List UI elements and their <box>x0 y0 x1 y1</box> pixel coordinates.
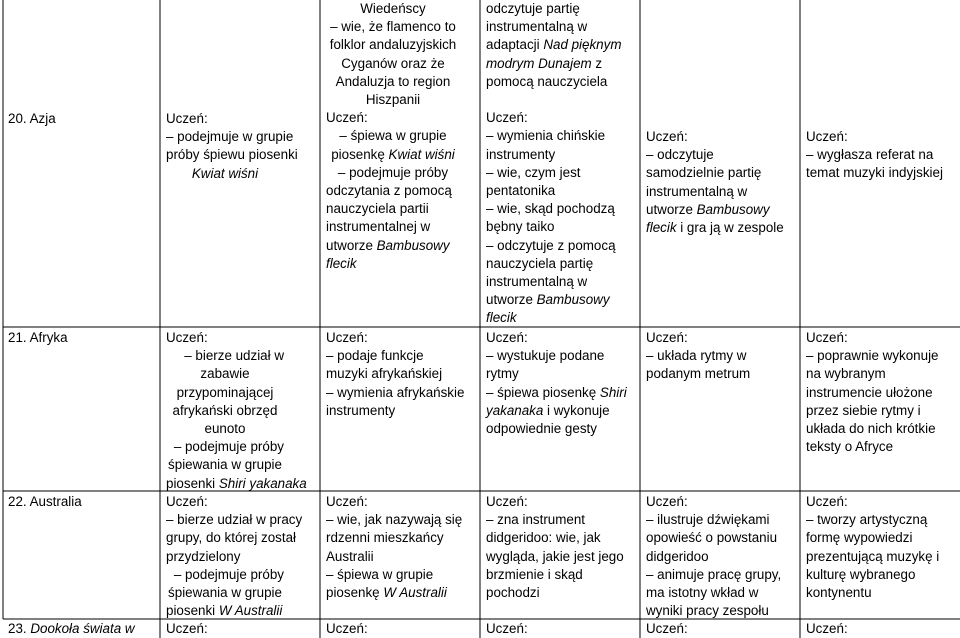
australia-col1: Uczeń: – bierze udział w pracy grupy, do której został przydzielony – podejmuje próby śpiewania w grupie piosenki W Australii <box>166 494 303 619</box>
azja-col4: Uczeń: – odczytuje samodzielnie partię instrumentalną w utworze Bambusowy flecik i gra ją w zespole <box>646 129 784 236</box>
dookola-col4: Uczeń: <box>646 621 688 636</box>
azja-col2: Wiedeńscy – wie, że flamenco to folklor andaluzyjskich Cyganów oraz że Andaluzja to region Hiszpanii Uczeń: – śpiewa w grupie piosenkę Kwiat wiśni – podejmuje próby odczytania z pomocą nauczyciela partii instrumentalnej w utworze Bambusowy flecik <box>326 1 457 271</box>
afryka-col2: Uczeń: – podaje funkcje muzyki afrykańskiej – wymienia afrykańskie instrumenty <box>326 330 465 418</box>
australia-col4: Uczeń: – ilustruje dźwiękami opowieść o powstaniu didgeridoo – animuje pracę grupy, ma istotny wkład w wyniki pracy zespołu <box>646 494 782 619</box>
azja-col3: odczytuje partię instrumentalną w adaptacji Nad pięknym modrym Dunajem z pomocą nauczyciela Uczeń: – wymienia chińskie instrumenty – wie, czym jest pentatonika – wie, skąd pochodzą bębny taiko – odczytuje z pomocą nauczyciela partię instrumentalną w utworze Bambusowy flecik <box>486 1 622 326</box>
topic-australia: 22. Australia <box>8 494 82 509</box>
azja-col5: Uczeń: – wygłasza referat na temat muzyki indyjskiej <box>806 129 943 181</box>
topic-azja: 20. Azja <box>8 111 56 126</box>
topic-dookola-swiata: 23. Dookoła świata w <box>8 621 135 636</box>
australia-col3: Uczeń: – zna instrument didgeridoo: wie, jak wygląda, jakie jest jego brzmienie i skąd pochodzi <box>486 494 624 601</box>
afryka-col5: Uczeń: – poprawnie wykonuje na wybranym instrumencie ułożone przez siebie rytmy i układa do nich krótkie teksty o Afryce <box>806 330 939 455</box>
afryka-col1: Uczeń: – bierze udział w zabawie przypominającej afrykański obrzęd eunoto – podejmuje próby śpiewania w grupie piosenki Shiri yakanaka <box>166 330 307 491</box>
afryka-col3: Uczeń: – wystukuje podane rytmy – śpiewa piosenkę Shiri yakanaka i wykonuje odpowiednie gesty <box>486 330 627 437</box>
dookola-col2: Uczeń: <box>326 621 368 636</box>
dookola-col1: Uczeń: <box>166 621 208 636</box>
australia-col2: Uczeń: – wie, jak nazywają się rdzenni mieszkańcy Australii – śpiewa w grupie piosenkę W Australii <box>326 494 463 601</box>
azja-col1: Uczeń: – podejmuje w grupie próby śpiewu piosenki Kwiat wiśni <box>166 111 298 181</box>
dookola-col5: Uczeń: <box>806 621 848 636</box>
dookola-col3: Uczeń: <box>486 621 528 636</box>
australia-col5: Uczeń: – tworzy artystyczną formę wypowiedzi prezentującą muzykę i kulturę wybranego kontynentu <box>806 494 940 601</box>
afryka-col4: Uczeń: – układa rytmy w podanym metrum <box>646 330 751 382</box>
topic-afryka: 21. Afryka <box>8 330 68 345</box>
